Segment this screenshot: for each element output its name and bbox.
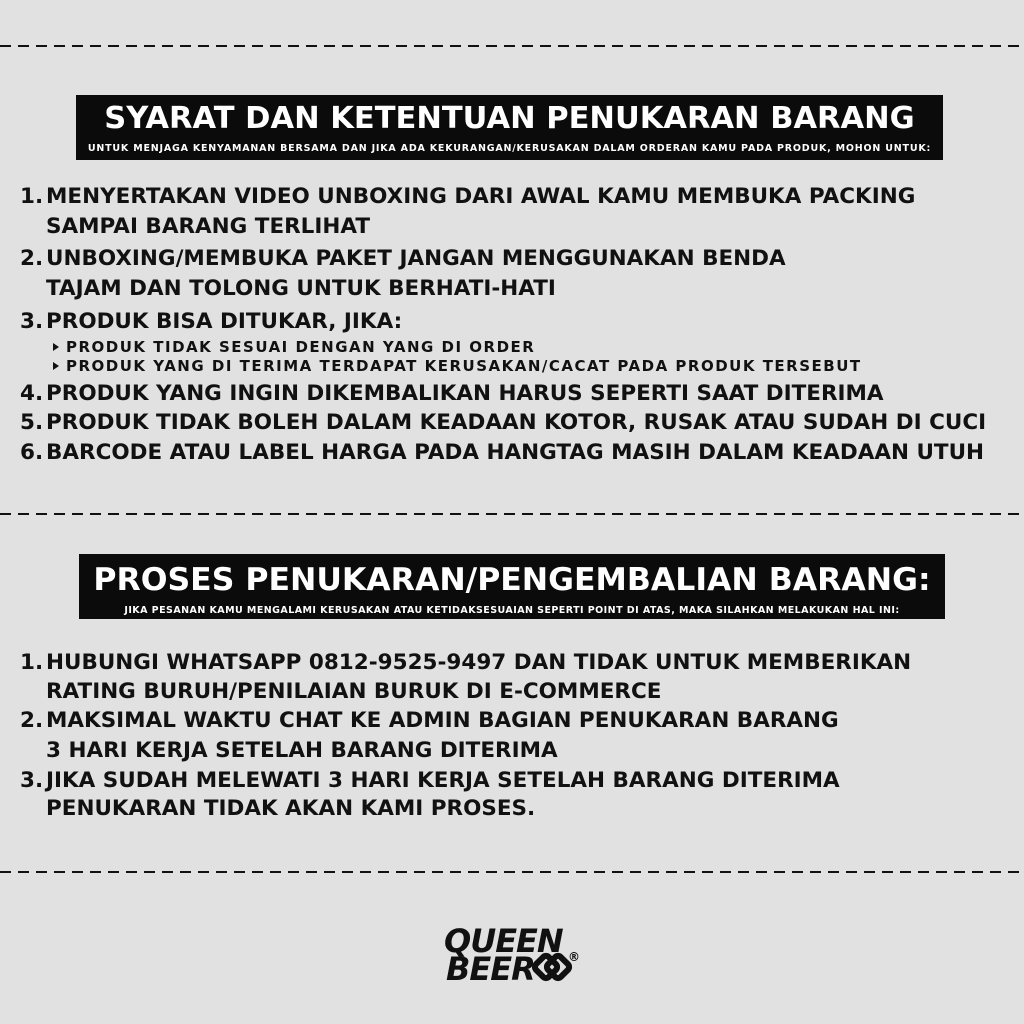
terms-item-5-line-1: PRODUK TIDAK BOLEH DALAM KEADAAN KOTOR, RUSAK ATAU SUDAH DI CUCI <box>46 410 987 435</box>
dashed-divider-bottom <box>0 871 1024 873</box>
terms-item-3-number: 3. <box>20 309 44 334</box>
process-item-2-line-2: 3 HARI KERJA SETELAH BARANG DITERIMA <box>46 738 558 763</box>
process-item-1-line-2: RATING BURUH/PENILAIAN BURUK DI E-COMMERCE <box>46 679 662 704</box>
terms-item-4-number: 4. <box>20 381 44 406</box>
terms-title: SYARAT DAN KETENTUAN PENUKARAN BARANG <box>104 101 915 136</box>
terms-item-3-sub-item-2: PRODUK YANG DI TERIMA TERDAPAT KERUSAKAN/CACAT PADA PRODUK TERSEBUT <box>66 357 862 375</box>
terms-subtitle: UNTUK MENJAGA KENYAMANAN BERSAMA DAN JIKA ADA KEKURANGAN/KERUSAKAN DALAM ORDERAN KAMU PADA PRODUK, MOHON UNTUK: <box>87 143 932 154</box>
triangle-right-icon <box>52 343 60 351</box>
terms-item-2-number: 2. <box>20 246 44 271</box>
process-item-3-line-2: PENUKARAN TIDAK AKAN KAMI PROSES. <box>46 796 536 821</box>
logo-wordmark-line-1: QUEEN <box>444 922 563 960</box>
triangle-right-icon <box>52 362 60 370</box>
process-item-1-line-1: HUBUNGI WHATSAPP 0812-9525-9497 DAN TIDAK UNTUK MEMBERIKAN <box>46 650 912 675</box>
process-header-banner <box>79 554 945 619</box>
process-title: PROSES PENUKARAN/PENGEMBALIAN BARANG: <box>93 562 931 598</box>
terms-item-2-line-1: UNBOXING/MEMBUKA PAKET JANGAN MENGGUNAKAN BENDA <box>46 246 786 271</box>
process-item-2-number: 2. <box>20 708 44 733</box>
terms-item-6-number: 6. <box>20 440 44 465</box>
terms-title-row <box>76 101 943 136</box>
dashed-divider-middle <box>0 513 1024 515</box>
process-title-row <box>79 562 945 598</box>
process-item-3-number: 3. <box>20 768 44 793</box>
terms-item-6-line-1: BARCODE ATAU LABEL HARGA PADA HANGTAG MASIH DALAM KEADAAN UTUH <box>46 440 985 465</box>
process-item-3-line-1: JIKA SUDAH MELEWATI 3 HARI KERJA SETELAH BARANG DITERIMA <box>46 768 840 793</box>
terms-item-1-line-2: SAMPAI BARANG TERLIHAT <box>46 214 371 239</box>
terms-item-4-line-1: PRODUK YANG INGIN DIKEMBALIKAN HARUS SEPERTI SAAT DITERIMA <box>46 381 884 406</box>
logo-wordmark-line-2: BEER <box>446 950 535 988</box>
process-subtitle: JIKA PESANAN KAMU MENGALAMI KERUSAKAN ATAU KETIDAKSESUAIAN SEPERTI POINT DI ATAS, MAKA SILAHKAN MELAKUKAN HAL INI: <box>124 605 900 616</box>
terms-subtitle-row <box>76 138 943 154</box>
terms-item-3-sub-item-1: PRODUK TIDAK SESUAI DENGAN YANG DI ORDER <box>66 338 536 356</box>
dashed-divider-top <box>0 45 1024 47</box>
terms-item-5-number: 5. <box>20 410 44 435</box>
process-item-1-number: 1. <box>20 650 44 675</box>
registered-mark: ® <box>568 950 580 964</box>
terms-item-2-line-2: TAJAM DAN TOLONG UNTUK BERHATI-HATI <box>46 276 556 301</box>
terms-item-1-line-1: MENYERTAKAN VIDEO UNBOXING DARI AWAL KAMU MEMBUKA PACKING <box>46 184 916 209</box>
terms-item-3-line-1: PRODUK BISA DITUKAR, JIKA: <box>46 309 403 334</box>
process-item-2-line-1: MAKSIMAL WAKTU CHAT KE ADMIN BAGIAN PENUKARAN BARANG <box>46 708 839 733</box>
terms-header-banner <box>76 95 943 160</box>
process-subtitle-row <box>79 600 945 616</box>
terms-item-1-number: 1. <box>20 184 44 209</box>
